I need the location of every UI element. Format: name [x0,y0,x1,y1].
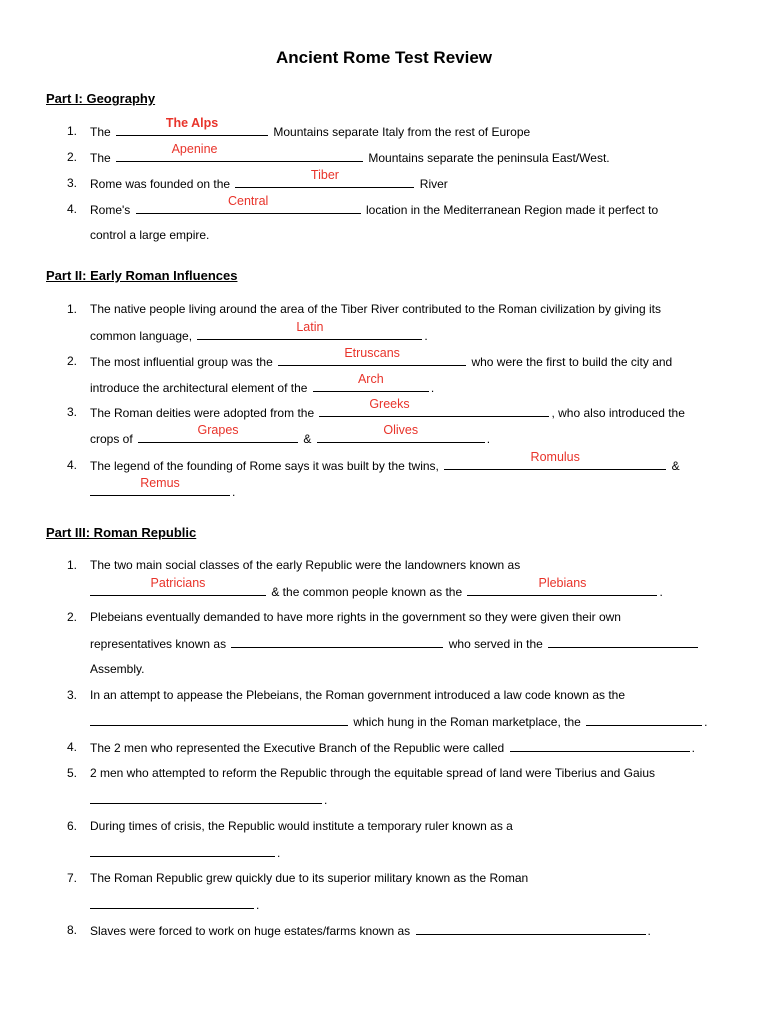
p2-q2-text-d: . [430,381,435,395]
p1-q2-answer: Apenine [171,142,218,156]
p2-q2-blank-2[interactable] [313,372,429,392]
p3-q1-answer-2: Plebians [538,576,587,590]
p1-q1-answer: The Alps [165,116,219,130]
p2-q3 [90,397,685,421]
p3-q8 [90,923,651,939]
p2-q2 [90,346,673,370]
p3-q5-text-b: . [324,793,328,807]
p3-q2-blank-1[interactable] [231,636,443,648]
p2-q1-cont [90,320,428,344]
p1-q4-answer: Central [228,194,269,208]
p2-q4-text-a: The legend of the founding of Rome says it was built by the twins, [90,459,439,473]
p2-q4 [90,450,680,474]
p3-q6-number: 6. [67,819,78,833]
p2-q1-text-b: common language, [90,329,193,343]
p3-q1-number: 1. [67,558,78,572]
part3-heading: Part III: Roman Republic [46,525,197,540]
p2-q3-answer-1: Greeks [369,397,410,411]
p2-q3-answer-2: Grapes [197,423,239,437]
p3-q3-text-c: . [704,715,708,729]
p2-q4-text-c: . [232,485,236,499]
p3-q6-cont [90,845,280,861]
p1-q4 [90,194,659,218]
p1-q3-answer: Tiber [310,168,339,182]
p3-q2-cont2: Assembly. [90,662,145,676]
p2-q4-answer-1: Romulus [530,450,580,464]
p2-q3-text-b: , who also introduced the [551,406,685,420]
p1-q2-blank[interactable] [116,142,363,162]
p3-q5-blank[interactable] [90,792,322,804]
p1-q4-text-a: Rome's [90,203,131,217]
p1-q4-blank[interactable] [136,194,361,214]
p3-q1-answer-1: Patricians [150,576,206,590]
p3-q1-blank-1[interactable] [90,576,266,596]
p3-q1: The two main social classes of the early Republic were the landowners known as [90,558,521,572]
p2-q2-cont [90,372,435,396]
p2-q4-answer-2: Remus [140,476,180,490]
p1-q3-text-b: River [419,177,448,191]
p3-q3-cont [90,714,708,730]
p1-q4-text-b: location in the Mediterranean Region made it perfect to [366,203,659,217]
p2-q2-text-c: introduce the architectural element of the [90,381,308,395]
p1-q1-text-a: The [90,125,111,139]
p2-q2-text-a: The most influential group was the [90,355,273,369]
p3-q6-text-b: . [277,846,281,860]
p3-q5-cont [90,792,327,808]
p2-q1-answer: Latin [296,320,324,334]
p3-q7-blank[interactable] [90,897,254,909]
p2-q1-blank[interactable] [197,320,422,340]
p3-q7-number: 7. [67,871,78,885]
p2-q3-text-c: crops of [90,432,133,446]
p2-q3-blank-3[interactable] [317,423,485,443]
p2-q3-answer-3: Olives [383,423,419,437]
p3-q3-text-b: which hung in the Roman marketplace, the [353,715,581,729]
p2-q4-blank-2[interactable] [90,476,230,496]
p3-q1-text-b: & the common people known as the [271,585,463,599]
p3-q7: The Roman Republic grew quickly due to its superior military known as the Roman [90,871,529,885]
p2-q2-blank-1[interactable] [278,346,466,366]
p3-q5-number: 5. [67,766,78,780]
p3-q3: In an attempt to appease the Plebeians, the Roman government introduced a law code known as the [90,688,626,702]
p3-q6: During times of crisis, the Republic would institute a temporary ruler known as a [90,819,513,833]
p3-q3-number: 3. [67,688,78,702]
p3-q8-number: 8. [67,923,78,937]
p3-q3-blank-1[interactable] [90,714,348,726]
p3-q8-blank[interactable] [416,923,646,935]
p2-q2-text-b: who were the first to build the city and [471,355,673,369]
page-title: Ancient Rome Test Review [275,48,493,67]
p1-q2-number: 2. [67,150,78,164]
p1-q1-number: 1. [67,124,78,138]
p3-q1-cont [90,576,663,600]
p2-q4-cont [90,476,236,500]
p3-q5: 2 men who attempted to reform the Republic through the equitable spread of land were Tiberius and Gaius [90,766,656,780]
p1-q3-text-a: Rome was founded on the [90,177,231,191]
p3-q1-blank-2[interactable] [467,576,657,596]
p3-q2-cont [90,636,700,652]
p3-q2-number: 2. [67,610,78,624]
part1-heading: Part I: Geography [46,91,156,106]
p3-q7-cont [90,897,259,913]
p1-q3 [90,168,448,192]
p3-q2-text-b: representatives known as [90,637,227,651]
p1-q3-blank[interactable] [235,168,414,188]
p3-q4-text-b: . [691,741,695,755]
p2-q4-blank-1[interactable] [444,450,666,470]
p3-q8-text-a: Slaves were forced to work on huge estates/farms known as [90,924,411,938]
p2-q3-text-d: & [303,432,312,446]
p2-q3-cont [90,423,491,447]
p1-q4-number: 4. [67,202,78,216]
p3-q4-blank[interactable] [510,740,690,752]
p3-q6-blank[interactable] [90,845,275,857]
p2-q4-number: 4. [67,458,78,472]
p2-q4-text-b: & [671,459,680,473]
p2-q2-answer-2: Arch [357,372,384,386]
p3-q7-text-b: . [256,898,260,912]
p2-q2-answer-1: Etruscans [344,346,400,360]
part2-heading: Part II: Early Roman Influences [46,268,238,283]
p3-q3-blank-2[interactable] [586,714,702,726]
p1-q3-number: 3. [67,176,78,190]
p3-q8-text-b: . [647,924,651,938]
p3-q4-number: 4. [67,740,78,754]
p1-q1-text-b: Mountains separate Italy from the rest of Europe [273,125,531,139]
p1-q2-text-a: The [90,151,111,165]
p2-q1: The native people living around the area of the Tiber River contributed to the Roman civilization by giving its [90,302,661,316]
p3-q2-blank-2[interactable] [548,636,698,648]
p1-q1 [90,116,531,140]
p3-q4 [90,740,695,756]
p2-q3-blank-1[interactable] [319,397,549,417]
p2-q3-text-e: . [486,432,491,446]
p2-q3-blank-2[interactable] [138,423,298,443]
p3-q4-text-a: The 2 men who represented the Executive Branch of the Republic were called [90,741,505,755]
p3-q2-text-c: who served in the [448,637,543,651]
p2-q1-text-c: . [424,329,428,343]
p2-q3-text-a: The Roman deities were adopted from the [90,406,315,420]
p2-q3-number: 3. [67,405,78,419]
p2-q2-number: 2. [67,354,78,368]
p3-q1-text-c: . [659,585,663,599]
p1-q2-text-b: Mountains separate the peninsula East/West. [368,151,610,165]
p1-q2 [90,142,610,166]
p3-q2: Plebeians eventually demanded to have more rights in the government so they were given their own [90,610,621,624]
p1-q4-cont: control a large empire. [90,228,210,242]
p2-q1-number: 1. [67,302,78,316]
p1-q1-blank[interactable] [116,116,268,136]
